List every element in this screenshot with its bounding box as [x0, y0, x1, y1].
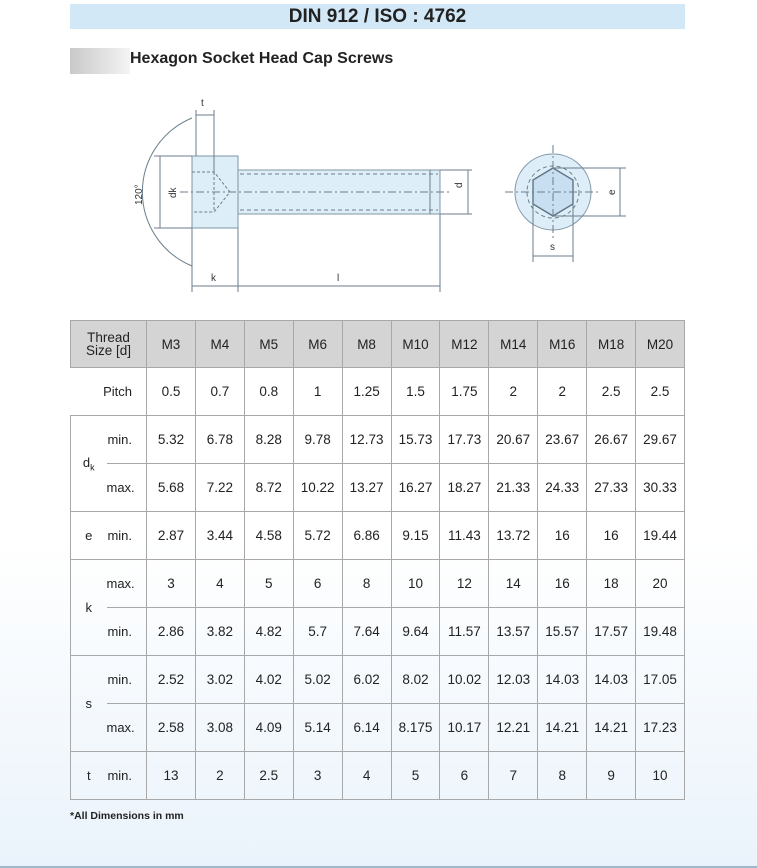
table-cell: 3.82 — [195, 608, 244, 656]
table-cell: 11.57 — [440, 608, 489, 656]
table-cell: 11.43 — [440, 512, 489, 560]
table-cell: 2.86 — [147, 608, 196, 656]
table-cell: 5.72 — [293, 512, 342, 560]
table-cell: 6 — [293, 560, 342, 608]
row-symbol-s: s — [71, 656, 107, 752]
table-cell: 8.175 — [391, 704, 440, 752]
table-cell: 12.21 — [489, 704, 538, 752]
table-cell: 17.73 — [440, 416, 489, 464]
table-cell: 17.57 — [587, 608, 636, 656]
label-d: d — [454, 182, 465, 188]
table-cell: 8 — [538, 752, 587, 800]
table-cell: 17.23 — [636, 704, 685, 752]
thread-size-header — [71, 321, 147, 368]
label-s: s — [550, 242, 555, 253]
table-cell: 0.5 — [147, 368, 196, 416]
table-cell: 5.14 — [293, 704, 342, 752]
table-cell: 2.5 — [587, 368, 636, 416]
table-cell: 7 — [489, 752, 538, 800]
table-cell: 16 — [587, 512, 636, 560]
table-cell: 18 — [587, 560, 636, 608]
table-row — [71, 368, 685, 416]
table-cell: 9.15 — [391, 512, 440, 560]
size-header: M12 — [440, 321, 489, 368]
table-cell: 2.52 — [147, 656, 196, 704]
table-cell: 20.67 — [489, 416, 538, 464]
label-l: l — [337, 273, 340, 284]
table-cell: 3.08 — [195, 704, 244, 752]
table-cell: 0.7 — [195, 368, 244, 416]
table-row — [71, 752, 685, 800]
label-t: t — [201, 98, 204, 109]
row-symbol-k: k — [71, 560, 107, 656]
label-angle: 120° — [134, 184, 145, 205]
row-sublabel: min. — [107, 416, 147, 464]
table-cell: 3.44 — [195, 512, 244, 560]
table-cell: 12 — [440, 560, 489, 608]
table-cell: 14.21 — [538, 704, 587, 752]
table-row — [71, 656, 685, 704]
dimensions-table — [70, 320, 685, 800]
table-cell: 10.02 — [440, 656, 489, 704]
table-cell: 6.78 — [195, 416, 244, 464]
table-header-row — [71, 321, 685, 368]
table-cell: 18.27 — [440, 464, 489, 512]
label-k: k — [211, 273, 216, 284]
table-cell: 2 — [538, 368, 587, 416]
row-sublabel: min. — [107, 656, 147, 704]
table-cell: 29.67 — [636, 416, 685, 464]
table-cell: 16.27 — [391, 464, 440, 512]
table-cell: 4.02 — [244, 656, 293, 704]
table-cell: 9.64 — [391, 608, 440, 656]
label-e: e — [607, 189, 618, 195]
table-cell: 23.67 — [538, 416, 587, 464]
table-cell: 13 — [147, 752, 196, 800]
row-sublabel: max. — [107, 704, 147, 752]
size-header: M3 — [147, 321, 196, 368]
row-sublabel: max. — [107, 560, 147, 608]
table-cell: 13.27 — [342, 464, 391, 512]
table-cell: 7.64 — [342, 608, 391, 656]
row-sublabel: min. — [107, 608, 147, 656]
table-cell: 20 — [636, 560, 685, 608]
label-dk: dk — [168, 187, 179, 198]
size-header: M5 — [244, 321, 293, 368]
table-cell: 10.17 — [440, 704, 489, 752]
size-header: M14 — [489, 321, 538, 368]
page-title: DIN 912 / ISO : 4762 — [70, 4, 685, 29]
table-cell: 7.22 — [195, 464, 244, 512]
table-row — [71, 704, 685, 752]
size-header: M20 — [636, 321, 685, 368]
row-symbol-e: e — [71, 512, 107, 560]
table-cell: 14.03 — [538, 656, 587, 704]
table-cell: 5.32 — [147, 416, 196, 464]
table-cell: 8 — [342, 560, 391, 608]
table-cell: 3.02 — [195, 656, 244, 704]
table-cell: 4.58 — [244, 512, 293, 560]
table-cell: 6.86 — [342, 512, 391, 560]
table-cell: 15.73 — [391, 416, 440, 464]
table-cell: 1.5 — [391, 368, 440, 416]
table-row — [71, 512, 685, 560]
table-cell: 0.8 — [244, 368, 293, 416]
table-cell: 3 — [293, 752, 342, 800]
table-cell: 3 — [147, 560, 196, 608]
table-cell: 26.67 — [587, 416, 636, 464]
table-cell: 6.02 — [342, 656, 391, 704]
table-cell: 1 — [293, 368, 342, 416]
table-cell: 19.44 — [636, 512, 685, 560]
table-cell: 2 — [489, 368, 538, 416]
table-cell: 14 — [489, 560, 538, 608]
size-header: M16 — [538, 321, 587, 368]
table-cell: 10 — [636, 752, 685, 800]
row-sublabel: min. — [107, 752, 147, 800]
table-row — [71, 464, 685, 512]
table-cell: 4.82 — [244, 608, 293, 656]
table-cell: 10.22 — [293, 464, 342, 512]
size-header: M4 — [195, 321, 244, 368]
table-cell: 8.28 — [244, 416, 293, 464]
screw-technical-drawing — [0, 0, 757, 300]
table-cell: 6 — [440, 752, 489, 800]
table-cell: 2.5 — [636, 368, 685, 416]
table-cell: 8.02 — [391, 656, 440, 704]
table-cell: 19.48 — [636, 608, 685, 656]
footnote: *All Dimensions in mm — [70, 810, 184, 822]
table-cell: 2.58 — [147, 704, 196, 752]
table-cell: 17.05 — [636, 656, 685, 704]
table-cell: 5.02 — [293, 656, 342, 704]
table-cell: 2 — [195, 752, 244, 800]
table-cell: 1.75 — [440, 368, 489, 416]
section-heading-text: Hexagon Socket Head Cap Screws — [130, 50, 394, 67]
table-cell: 5 — [244, 560, 293, 608]
table-cell: 30.33 — [636, 464, 685, 512]
table-cell: 1.25 — [342, 368, 391, 416]
row-symbol-t: t — [71, 752, 107, 800]
table-cell: 24.33 — [538, 464, 587, 512]
table-cell: 21.33 — [489, 464, 538, 512]
row-symbol-dk: $d_k$ — [71, 416, 107, 512]
table-cell: 10 — [391, 560, 440, 608]
table-cell: 4 — [342, 752, 391, 800]
size-header: M18 — [587, 321, 636, 368]
row-sublabel: min. — [107, 512, 147, 560]
table-cell: 16 — [538, 560, 587, 608]
table-cell: 16 — [538, 512, 587, 560]
size-header: M10 — [391, 321, 440, 368]
table-cell: 12.03 — [489, 656, 538, 704]
table-cell: 27.33 — [587, 464, 636, 512]
thread-label-1: Thread — [87, 330, 130, 345]
table-cell: 13.72 — [489, 512, 538, 560]
table-cell: 2.5 — [244, 752, 293, 800]
table-cell: 6.14 — [342, 704, 391, 752]
table-cell: 9 — [587, 752, 636, 800]
table-cell: 5.7 — [293, 608, 342, 656]
table-cell: 13.57 — [489, 608, 538, 656]
table-cell: 5.68 — [147, 464, 196, 512]
size-header: M8 — [342, 321, 391, 368]
row-sublabel: max. — [107, 464, 147, 512]
table-cell: 4.09 — [244, 704, 293, 752]
table-cell: 12.73 — [342, 416, 391, 464]
table-cell: 14.03 — [587, 656, 636, 704]
table-cell: 15.57 — [538, 608, 587, 656]
table-row — [71, 560, 685, 608]
table-cell: 5 — [391, 752, 440, 800]
table-cell: 9.78 — [293, 416, 342, 464]
table-cell: 8.72 — [244, 464, 293, 512]
table-cell: 4 — [195, 560, 244, 608]
size-header: M6 — [293, 321, 342, 368]
row-label-pitch: Pitch — [71, 368, 147, 416]
table-row — [71, 608, 685, 656]
table-cell: 2.87 — [147, 512, 196, 560]
table-row — [71, 416, 685, 464]
subscript-k: k — [90, 462, 95, 473]
thread-label-2: Size [d] — [85, 343, 132, 358]
table-cell: 14.21 — [587, 704, 636, 752]
